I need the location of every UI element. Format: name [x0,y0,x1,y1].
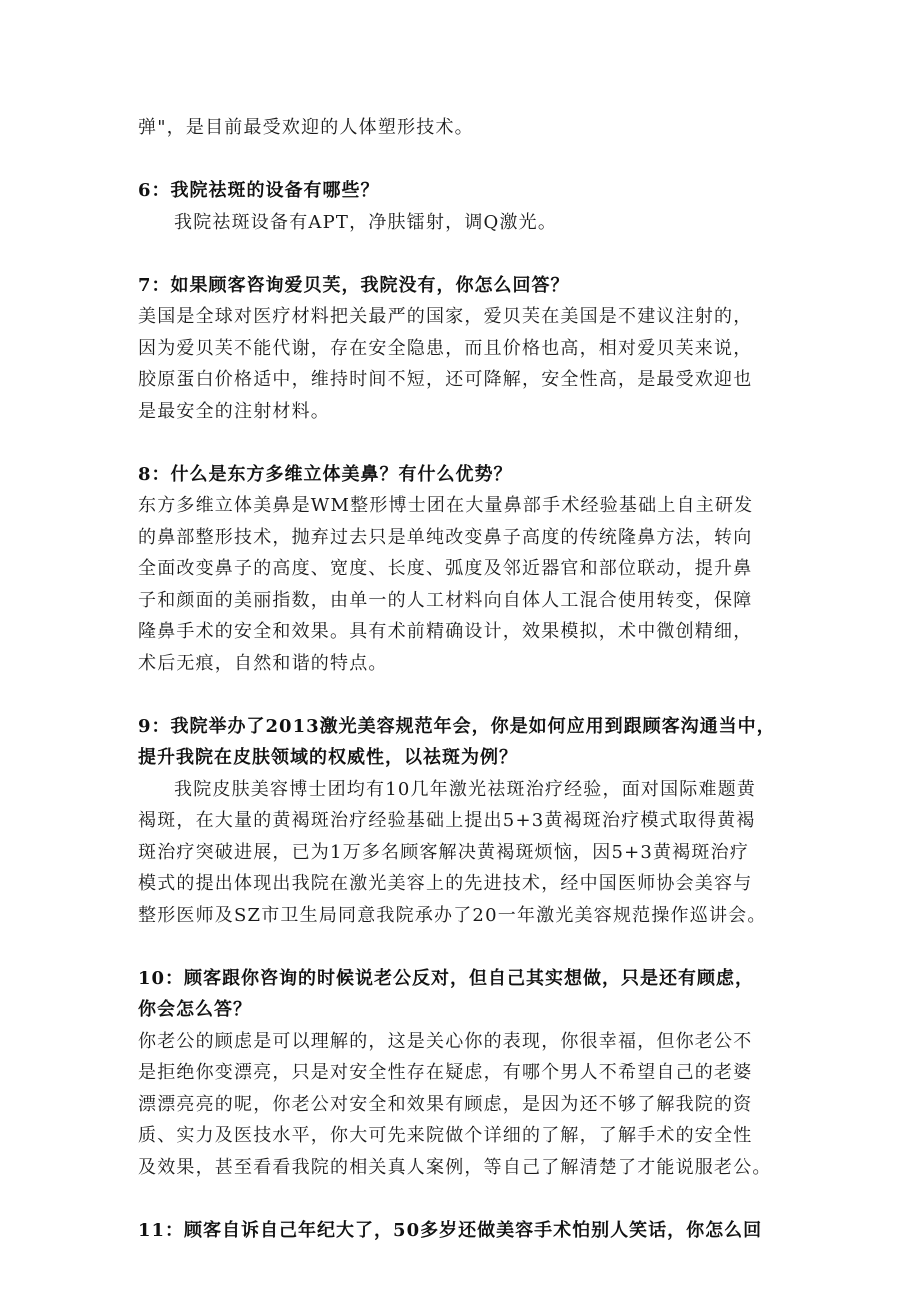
answer-10-line: 漂漂亮亮的呢，你老公对安全和效果有顾虑，是因为还不够了解我院的资 [138,1093,753,1115]
answer-8-line: 全面改变鼻子的高度、宽度、长度、弧度及邻近器官和部位联动，提升鼻 [138,558,753,579]
spacer [138,144,800,176]
answer-8-line: 术后无痕，自然和谐的特点。 [138,652,388,674]
answer-7-line: 是最安全的注射材料。 [138,400,330,422]
question-10-line: 你会怎么答？ [138,999,252,1020]
answer-8-line: 的鼻部整形技术，抛弃过去只是单纯改变鼻子高度的传统隆鼻方法，转向 [138,526,753,548]
spacer [138,679,800,711]
answer-9-line: 斑治疗突破进展，已为1万多名顾客解决黄褐斑烦恼，因5+3黄褐斑治疗 [138,841,750,863]
answer-9-line: 褐斑，在大量的黄褐斑治疗经验基础上提出5+3黄褐斑治疗模式取得黄褐 [138,810,756,831]
answer-8-line: 隆鼻手术的安全和效果。具有术前精确设计，效果模拟，术中微创精细， [138,621,753,642]
answer-7-line: 因为爱贝芙不能代谢，存在安全隐患，而且价格也高，相对爱贝芙来说， [138,337,753,359]
document-page [138,112,800,1246]
answer-8-line: 子和颜面的美丽指数，由单一的人工材料向自体人工混合使用转变，保障 [138,589,753,611]
question-9-line: 9：我院举办了2013激光美容规范年会，你是如何应用到跟顾客沟通当中， [138,715,776,737]
spacer [138,238,800,270]
faq-item-10 [138,963,800,1184]
answer-7-line: 胶原蛋白价格适中，维持时间不短，还可降解，安全性高，是最受欢迎也 [138,369,753,390]
answer-10-line: 是拒绝你变漂亮，只是对安全性存在疑虑，有哪个男人不希望自己的老婆 [138,1062,753,1083]
faq-item-9 [138,711,800,932]
spacer [138,1183,800,1215]
question-6: 6：我院祛斑的设备有哪些？ [138,180,380,201]
answer-9-line: 整形医师及SZ市卫生局同意我院承办了20一年激光美容规范操作巡讲会。 [138,904,767,926]
answer-9-line: 模式的提出体现出我院在激光美容上的先进技术，经中国医师协会美容与 [138,873,753,894]
question-8: 8：什么是东方多维立体美鼻？有什么优势？ [138,463,513,485]
faq-item-8 [138,459,800,680]
answer-8-line: 东方多维立体美鼻是WM整形博士团在大量鼻部手术经验基础上自主研发 [138,495,754,516]
intro-line: 弹"，是目前最受欢迎的人体塑形技术。 [138,117,474,138]
faq-item-11 [138,1215,800,1247]
answer-10-line: 质、实力及医技水平，你大可先来院做个详细的了解，了解手术的安全性 [138,1125,753,1146]
question-9-line: 提升我院在皮肤领域的权威性，以祛斑为例？ [138,747,518,768]
answer-10-line: 及效果，甚至看看我院的相关真人案例，等自己了解清楚了才能说服老公。 [138,1156,772,1178]
answer-7-line: 美国是全球对医疗材料把关最严的国家，爱贝芙在美国是不建议注射的， [138,306,753,327]
question-11: 11：顾客自诉自己年纪大了，50多岁还做美容手术怕别人笑话，你怎么回 [138,1219,763,1241]
spacer [138,931,800,963]
question-10-line: 10：顾客跟你咨询的时候说老公反对，但自己其实想做，只是还有顾虑， [138,967,755,989]
faq-item-7 [138,270,800,428]
spacer [138,427,800,459]
answer-10-line: 你老公的顾虑是可以理解的，这是关心你的表现，你很幸福，但你老公不 [138,1030,753,1052]
question-7: 7：如果顾客咨询爱贝芙，我院没有，你怎么回答？ [138,274,570,296]
answer-9-line: 我院皮肤美容博士团均有10几年激光祛斑治疗经验，面对国际难题黄 [174,778,757,800]
faq-item-6 [138,175,800,238]
answer-6-line: 我院祛斑设备有APT，净肤镭射，调Q激光。 [174,211,558,233]
